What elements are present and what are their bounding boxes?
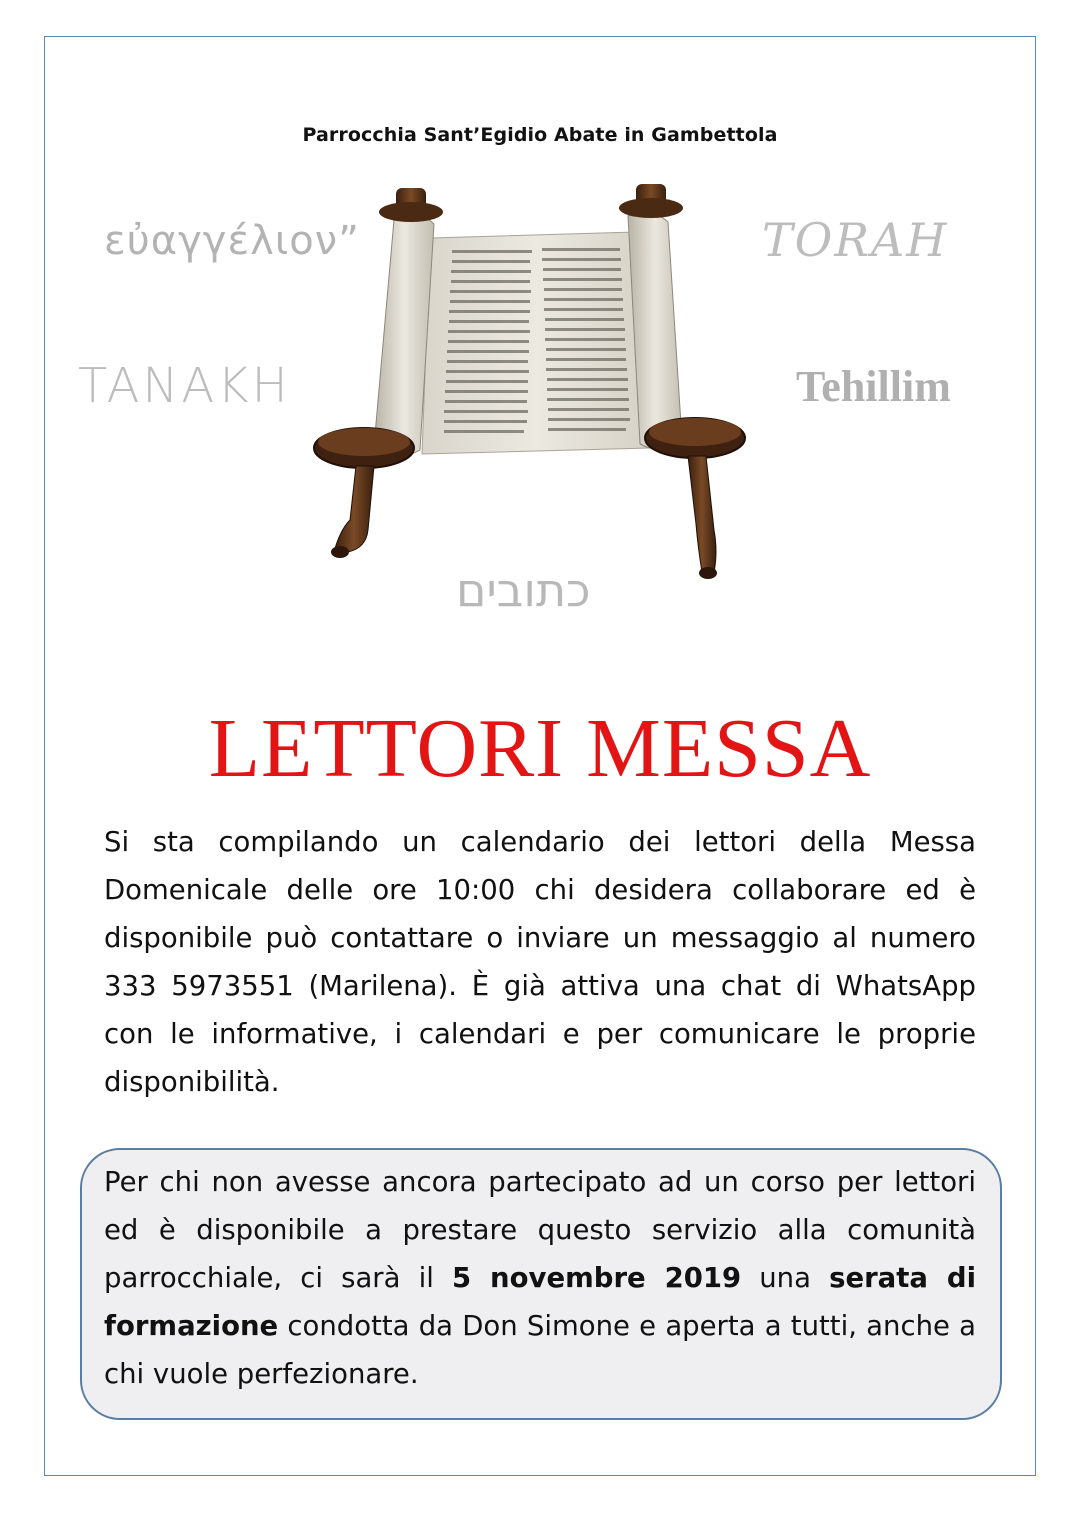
greek-word: εὐαγγέλιον” <box>104 218 360 264</box>
torah-word: TORAH <box>762 213 949 267</box>
tehillim-word: Tehillim <box>796 362 951 411</box>
tanakh-word: TANAKH <box>78 358 291 414</box>
ketuvim-word: כתובים <box>456 563 591 617</box>
info-text-part1: Per chi non avesse ancora partecipato ad un corso per lettori ed è disponibile a prestare questo servizio alla comunità parrocchiale, ci sarà il <box>104 1166 976 1294</box>
info-text-part2: una <box>741 1262 830 1294</box>
event-date: 5 novembre 2019 <box>451 1262 742 1294</box>
page-title: LETTORI MESSA <box>208 702 872 795</box>
main-paragraph: Si sta compilando un calendario dei lettori della Messa Domenicale delle ore 10:00 chi desidera collaborare ed è disponibile può contattare o inviare un messaggio al numero 333 5973551 (Marilena). È già attiva una chat di WhatsApp con le informative, i calendari e per comunicare le proprie disponibilità. <box>104 826 976 1098</box>
parish-name: Parrocchia Sant’Egidio Abate in Gambettola <box>302 124 778 146</box>
info-text-part3: condotta da Don Simone e aperta a tutti, anche a chi vuole perfezionare. <box>104 1310 976 1390</box>
torah-scroll-icon <box>310 180 760 590</box>
event-name: serata di formazione <box>104 1262 976 1342</box>
info-box-text <box>104 1158 976 1398</box>
